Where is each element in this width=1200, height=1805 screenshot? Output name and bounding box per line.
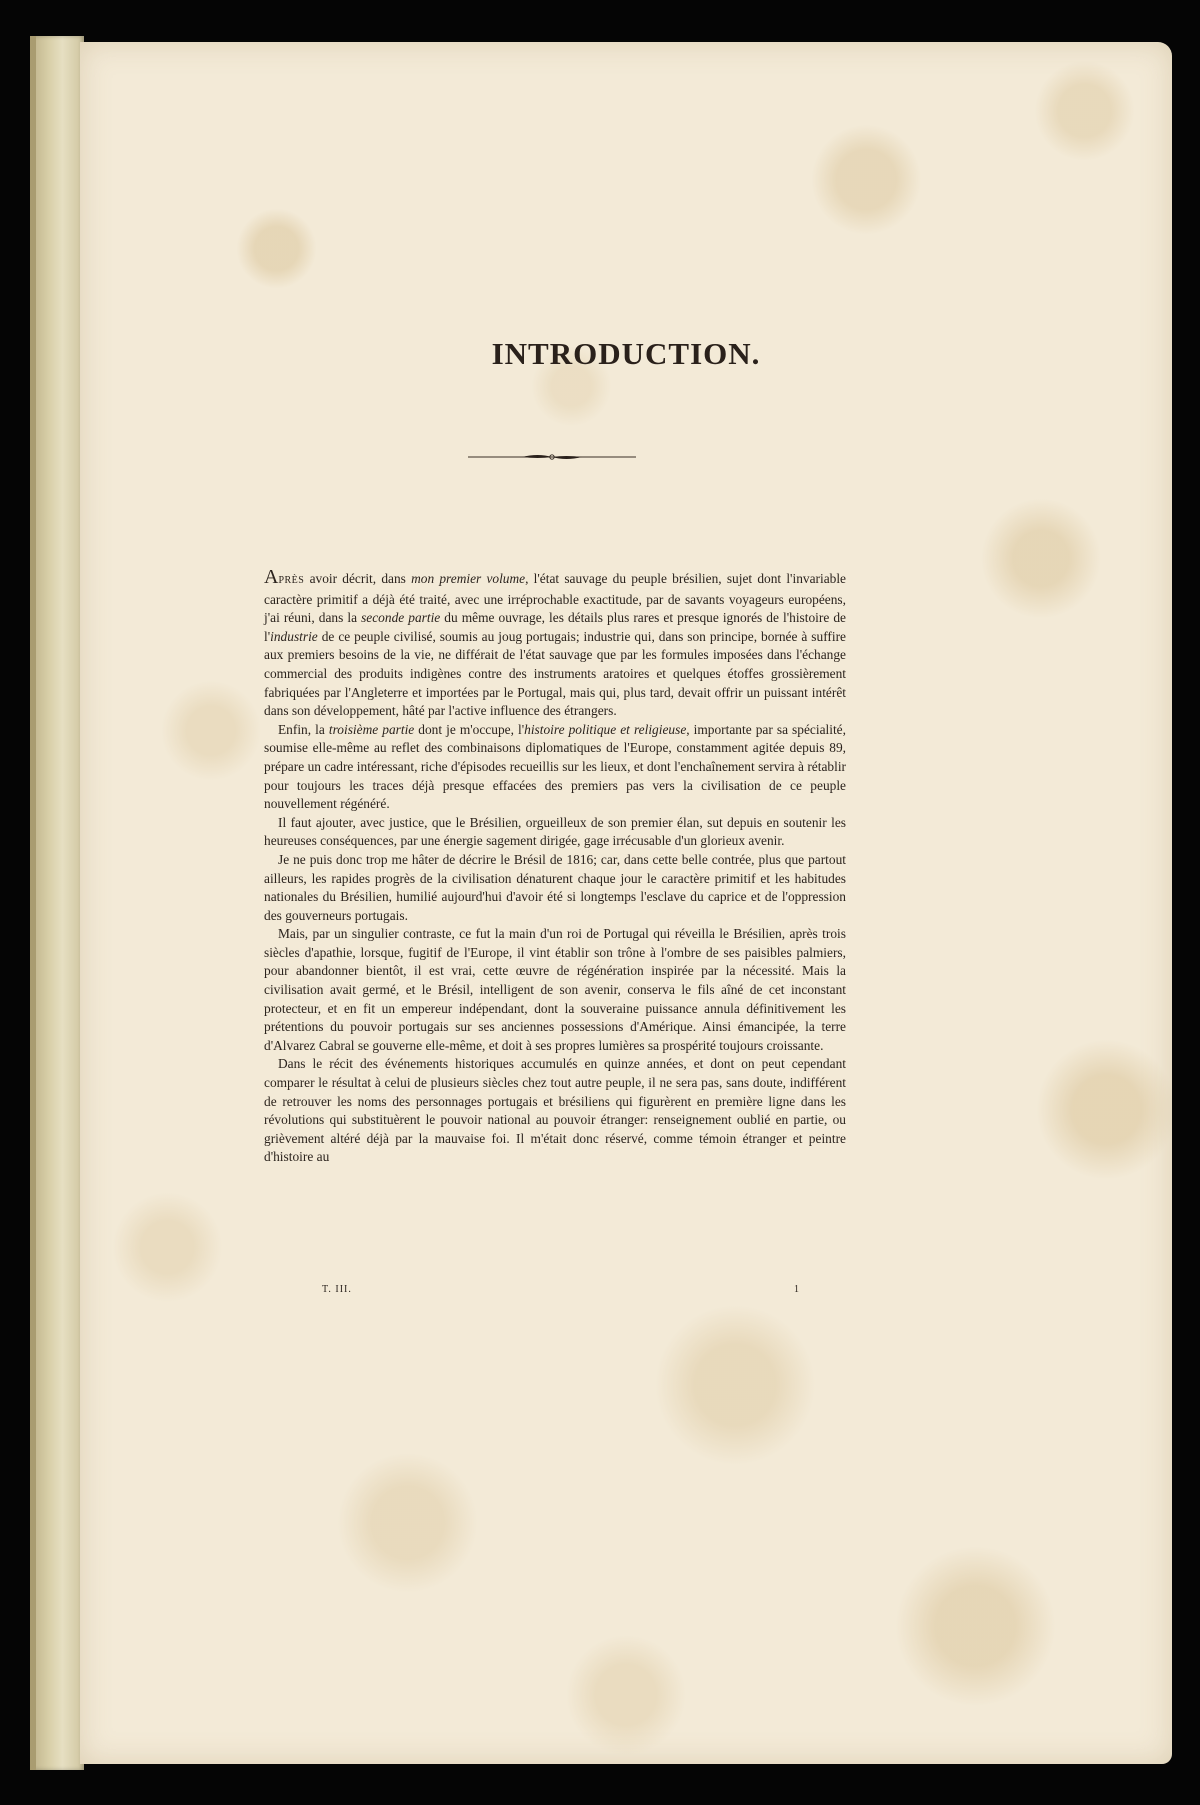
- initial-letter: A: [264, 566, 279, 588]
- text-run: du même ouvrage, les détails plus rares et presque ignorés de l'histoire de l': [264, 610, 846, 644]
- text-run: dont je m'occupe, l': [414, 721, 525, 737]
- italic-phrase: industrie: [270, 628, 318, 644]
- title-ornament-divider: [468, 450, 636, 464]
- paragraph: [264, 851, 846, 925]
- binding-edge: [30, 36, 36, 1770]
- book-binding: [30, 36, 84, 1770]
- paragraph: [264, 566, 847, 721]
- text-run: , l'état sauvage du peuple brésilien, sujet dont l'invariable caractère primitif a déjà été traité, avec une irréprochable exactitude, par de savants voyageurs européens, j'ai réuni, dans la: [264, 571, 847, 626]
- italic-phrase: mon premier volume: [411, 571, 526, 586]
- italic-phrase: histoire politique et religieuse: [524, 721, 687, 737]
- paragraph: [264, 721, 846, 814]
- italic-phrase: troisième partie: [328, 721, 415, 737]
- page-title: INTRODUCTION.: [491, 336, 761, 371]
- paragraph: [264, 814, 846, 851]
- paragraph: [264, 1055, 846, 1167]
- text-run: Enfin, la: [278, 721, 329, 737]
- text-run: Je ne puis donc trop me hâter de décrire le Brésil de 1816; car, dans cette belle contrée, plus que partout ailleurs, les rapides progrès de la civilisation dénaturent chaque jour le caractère primitif et les habitudes nationales du Brésilien, humilié aujourd'hui d'avoir été si longtemps l'esclave du caprice et de l'oppression des gouverneurs portugais.: [264, 851, 846, 923]
- volume-signature: T. III.: [322, 1284, 352, 1295]
- text-run: Il faut ajouter, avec justice, que le Brésilien, orgueilleux de son premier élan, sut depuis en soutenir les heureuses conséquences, par une énergie sagement dirigée, gage irrécusable d'un glorieux avenir.: [264, 814, 846, 849]
- text-run: de ce peuple civilisé, soumis au joug portugais; industrie qui, dans son principe, bornée à suffire aux premiers besoins de la vie, ne différait de l'état sauvage que par les formules imposées dans l'échange commercial des produits indigènes contre des instruments aratoires et quelques étoffes grossièrement fabriquées par l'Angleterre et importées par le Portugal, mais qui, plus tard, devait offrir un puissant intérêt dans son développement, hâté par l'active influence des étrangers.: [264, 628, 846, 719]
- italic-phrase: seconde partie: [361, 610, 441, 626]
- paragraph: [264, 925, 846, 1055]
- introduction-body-text: [264, 566, 847, 1167]
- page-number: 1: [794, 1284, 799, 1295]
- text-run: , importante par sa spécialité, soumise elle-même au reflet des combinaisons diplomatiques de l'Europe, constamment agitée depuis 89, prépare un cadre intéressant, riche d'épisodes recueillis sur les lieux, et dont l'enchaînement servira à rétablir pour toujours les traces déjà presque effacées des premiers pas vers la civilisation de ce peuple nouvellement régénéré.: [264, 721, 846, 812]
- smallcaps-text: PRÈS: [278, 575, 305, 586]
- text-run: Dans le récit des événements historiques accumulés en quinze années, et dont on peut cependant comparer le résultat à celui de plusieurs siècles chez tout autre peuple, il ne sera pas, sans doute, indifférent de retrouver les noms des personnages portugais et brésiliens qui figurèrent en première ligne dans les révolutions qui substituèrent le pouvoir national au pouvoir étranger: renseignement oublié en partie, ou grièvement altéré déjà par la mauvaise foi. Il m'était donc réservé, comme témoin étranger et peintre d'histoire au: [264, 1056, 846, 1165]
- text-run: avoir décrit, dans: [304, 571, 412, 586]
- text-run: Mais, par un singulier contraste, ce fut la main d'un roi de Portugal qui réveilla le Brésilien, après trois siècles d'apathie, lorsque, fugitif de l'Europe, il vint établir son trône à l'ombre de ses paisibles palmiers, pour abandonner bientôt, il est vrai, cette œuvre de régénération inspirée par la nécessité. Mais la civilisation avait germé, et le Brésil, intelligent de son avenir, conserva le fils aîné de cet inconstant protecteur, et en fit un empereur indépendant, dont la souveraine puissance annula définitivement les prétentions du pouvoir portugais sur ses anciennes possessions d'Amérique. Ainsi émancipée, la terre d'Alvarez Cabral se gouverne elle-même, et doit à ses propres lumières sa prospérité toujours croissante.: [264, 926, 846, 1053]
